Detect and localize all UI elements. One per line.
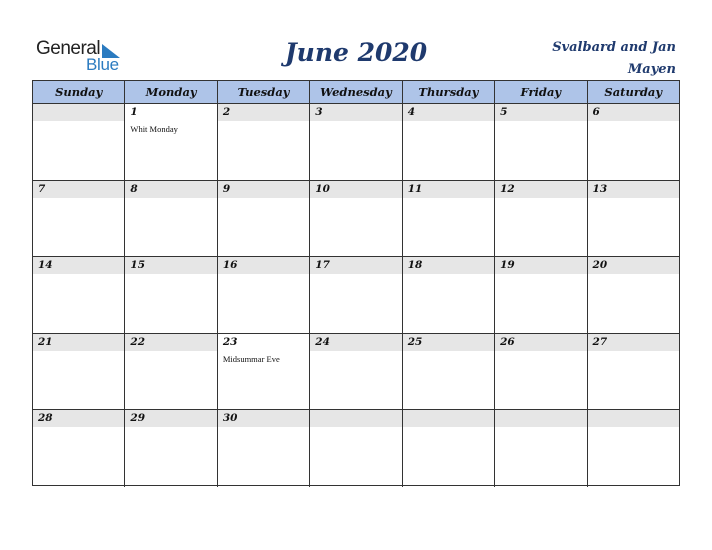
day-number-band (310, 410, 401, 427)
weekday-monday: Monday (125, 81, 217, 103)
day-cell[interactable] (588, 410, 679, 487)
day-cell[interactable] (218, 334, 310, 410)
day-number-band (403, 104, 494, 121)
day-cell[interactable] (495, 257, 587, 333)
day-cell[interactable] (218, 104, 310, 180)
day-cell[interactable] (33, 257, 125, 333)
day-cell[interactable] (125, 257, 217, 333)
day-cell[interactable] (495, 410, 587, 487)
day-cell[interactable] (403, 410, 495, 487)
day-number: 18 (407, 259, 423, 272)
day-cell[interactable] (125, 181, 217, 257)
calendar-grid (32, 80, 680, 486)
day-number-band (495, 104, 586, 121)
day-number: 5 (500, 106, 508, 118)
weekday-friday: Friday (495, 81, 587, 103)
day-cell[interactable] (218, 257, 310, 333)
day-number: 26 (500, 335, 515, 348)
weekday-header-row (33, 81, 679, 104)
day-number: 12 (500, 182, 515, 195)
day-cell[interactable] (588, 181, 679, 257)
day-number: 7 (38, 182, 46, 195)
day-number: 8 (130, 182, 138, 195)
day-cell[interactable] (495, 334, 587, 410)
holiday-label: Midsummar Eve (222, 353, 280, 364)
day-cell[interactable] (33, 104, 125, 180)
week-row (33, 257, 679, 334)
day-cell[interactable] (403, 181, 495, 257)
day-cell[interactable] (125, 334, 217, 410)
day-number: 11 (407, 182, 423, 195)
day-number: 17 (315, 259, 330, 272)
day-cell[interactable] (33, 181, 125, 257)
day-number: 4 (407, 106, 415, 118)
weekday-thursday: Thursday (403, 81, 495, 103)
day-number: 29 (130, 412, 146, 425)
day-cell[interactable] (310, 257, 402, 333)
week-row (33, 181, 679, 258)
generalblue-logo (36, 38, 136, 74)
day-cell[interactable] (125, 410, 217, 487)
day-number-band (310, 104, 401, 121)
day-cell[interactable] (403, 257, 495, 333)
day-number: 2 (222, 106, 231, 118)
day-cell[interactable] (33, 334, 125, 410)
day-number: 1 (130, 106, 138, 118)
day-number: 19 (500, 259, 515, 272)
day-cell[interactable] (310, 334, 402, 410)
day-number: 20 (592, 259, 608, 272)
day-number-band (403, 410, 494, 427)
day-number: 27 (592, 335, 608, 348)
day-number: 21 (38, 335, 53, 348)
day-number: 3 (315, 106, 323, 118)
day-cell[interactable] (495, 181, 587, 257)
logo-text-general: General (36, 38, 101, 59)
weekday-wednesday: Wednesday (310, 81, 402, 103)
day-number: 28 (38, 412, 53, 425)
day-cell[interactable] (588, 257, 679, 333)
region-line-2: Mayen (627, 62, 676, 77)
weeks-container (33, 104, 679, 487)
day-number: 14 (38, 259, 53, 272)
day-cell[interactable] (403, 334, 495, 410)
day-number: 23 (222, 335, 238, 348)
weekday-tuesday: Tuesday (218, 81, 310, 103)
day-number: 24 (315, 335, 330, 348)
week-row (33, 410, 679, 487)
day-number-band (588, 410, 679, 427)
weekday-saturday: Saturday (604, 85, 663, 99)
region-line-1: Svalbard and Jan (552, 40, 676, 55)
day-cell[interactable] (310, 181, 402, 257)
day-number: 9 (222, 182, 231, 195)
day-cell[interactable] (495, 104, 587, 180)
day-cell[interactable] (33, 410, 125, 487)
day-number-band (218, 104, 309, 121)
week-row (33, 334, 679, 411)
day-cell[interactable] (218, 181, 310, 257)
region-name (526, 37, 676, 81)
day-number: 22 (130, 335, 146, 348)
day-cell[interactable] (403, 104, 495, 180)
calendar-title: June 2020 (284, 38, 428, 67)
weekday-sunday: Sunday (33, 81, 125, 103)
day-number: 13 (592, 182, 608, 195)
day-cell[interactable] (310, 104, 402, 180)
day-number-band (588, 104, 679, 121)
day-number: 25 (407, 335, 423, 348)
day-number: 6 (592, 106, 600, 118)
day-number: 10 (315, 182, 330, 195)
day-cell[interactable] (588, 104, 679, 180)
holiday-label: Whit Monday (130, 124, 178, 134)
day-number-band (495, 410, 586, 427)
day-number-band (33, 181, 124, 198)
day-number: 16 (222, 259, 238, 272)
day-cell[interactable] (588, 334, 679, 410)
day-cell[interactable] (218, 410, 310, 487)
week-row (33, 104, 679, 181)
day-number: 30 (222, 412, 238, 425)
logo-text-blue: Blue (86, 55, 119, 74)
day-number: 15 (130, 259, 146, 272)
day-number-band (33, 104, 124, 121)
day-number-band (125, 104, 216, 121)
day-cell[interactable] (125, 104, 217, 180)
day-cell[interactable] (310, 410, 402, 487)
day-number-band (218, 181, 309, 198)
day-number-band (125, 181, 216, 198)
